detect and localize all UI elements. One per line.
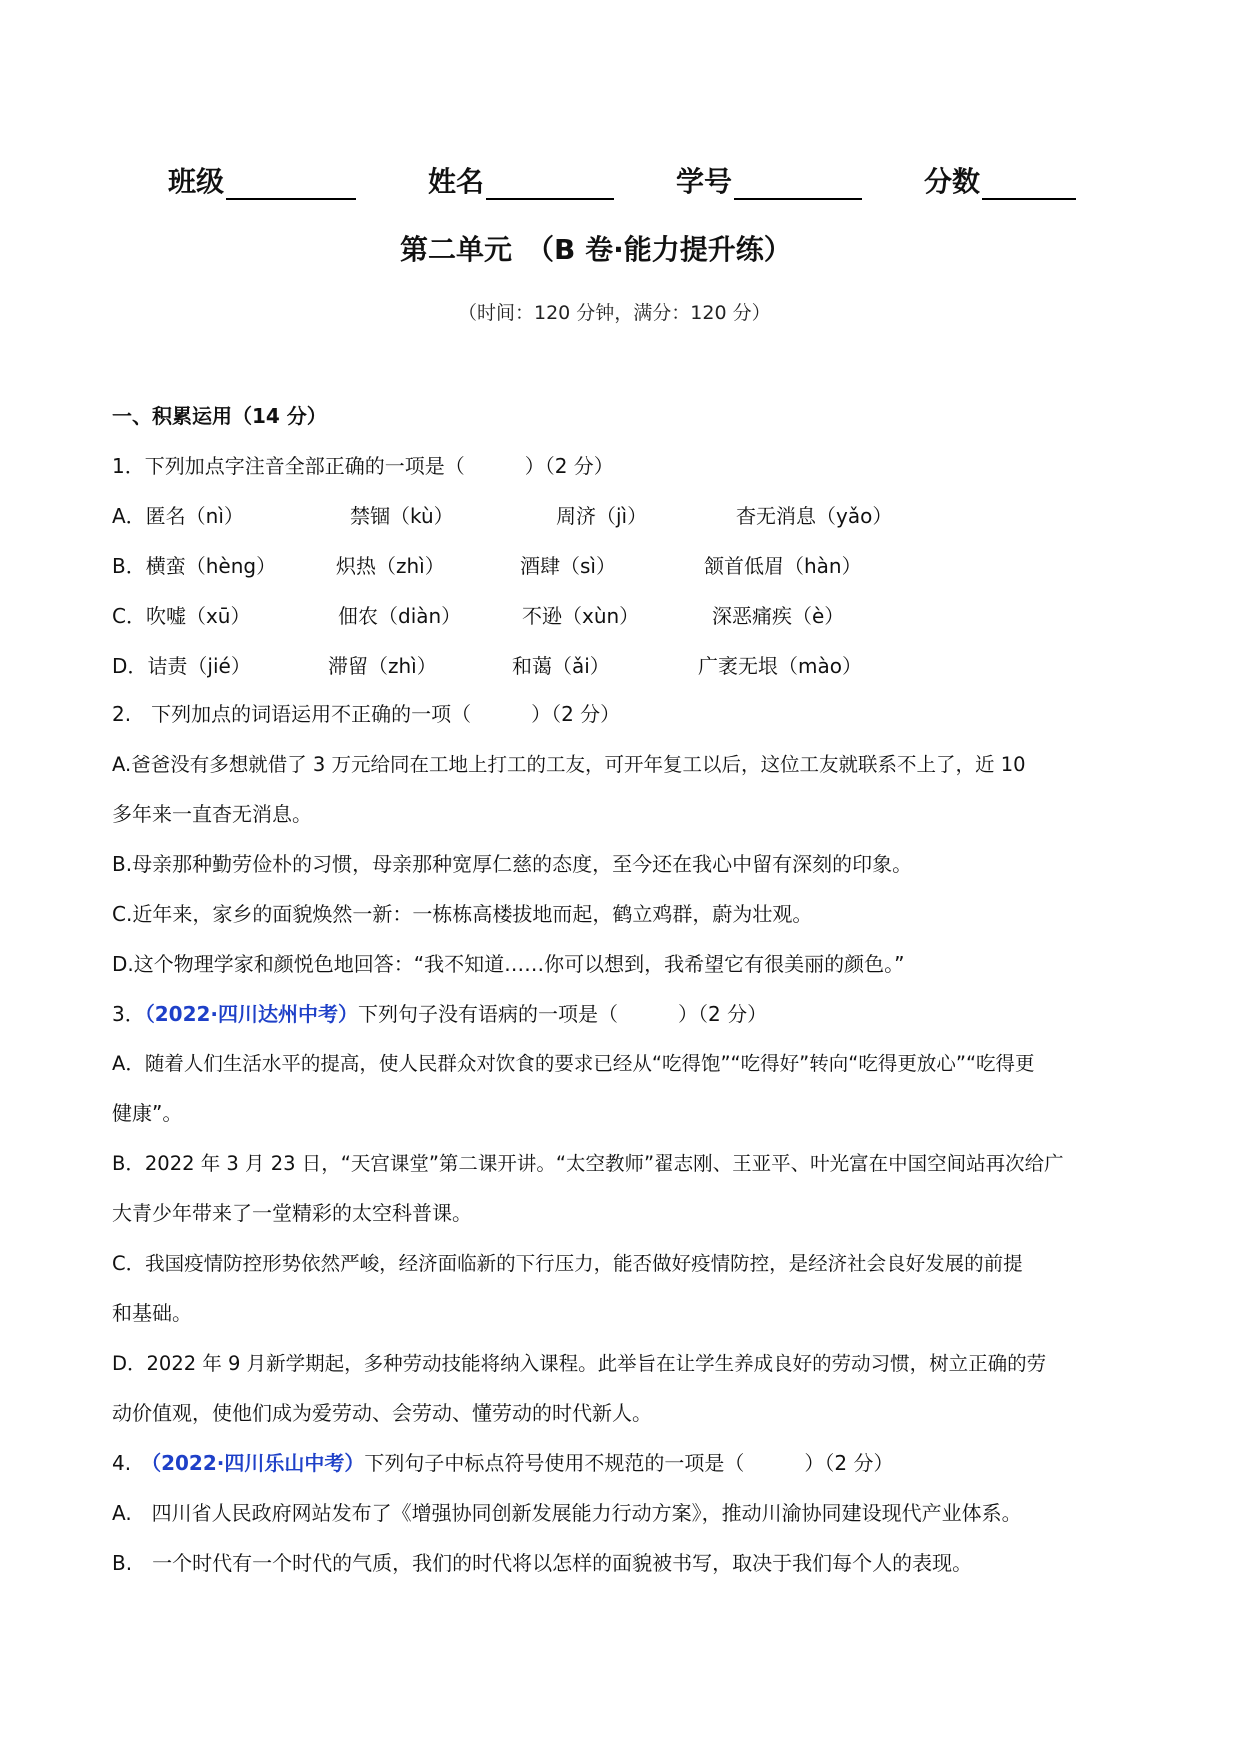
q1-option-a-2: 禁锢（kù） xyxy=(350,504,454,528)
class-field xyxy=(168,160,356,200)
q1-option-b-2: 炽热（zhì） xyxy=(336,554,445,578)
name-blank[interactable] xyxy=(486,170,614,200)
q1-option-a-3: 周济（jì） xyxy=(556,504,648,528)
name-label: 姓名 xyxy=(428,165,485,198)
score-label: 分数 xyxy=(924,165,981,198)
q1-option-a-4: 杳无消息（yǎo） xyxy=(736,504,893,528)
page-title: 第二单元 （B 卷·能力提升练） xyxy=(400,233,792,266)
q1-option-d-3: 和蔼（ǎi） xyxy=(512,654,610,678)
q3-number: 3． xyxy=(112,1002,145,1026)
q3-option-c-line1: C．我国疫情防控形势依然严峻，经济面临新的下行压力，能否做好疫情防控，是经济社会良好发展的前提 xyxy=(112,1252,1023,1275)
q1-option-d-1: D．诘责（jié） xyxy=(112,654,251,678)
q1-stem: 1．下列加点字注音全部正确的一项是（ ）（2 分） xyxy=(112,454,614,478)
q3-option-a-line1: A．随着人们生活水平的提高，使人民群众对饮食的要求已经从“吃得饱”“吃得好”转向“吃得更放心”“吃得更 xyxy=(112,1052,1035,1075)
q1-option-c-3: 不逊（xùn） xyxy=(522,604,640,628)
q3-option-c-line2: 和基础。 xyxy=(112,1301,192,1325)
student-number-label: 学号 xyxy=(676,165,733,198)
q3-option-d-line1: D．2022 年 9 月新学期起，多种劳动技能将纳入课程。此举旨在让学生养成良好的劳动习惯，树立正确的劳 xyxy=(112,1352,1047,1375)
q1-option-b-1: B．横蛮（hèng） xyxy=(112,554,277,578)
q2-option-b: B.母亲那种勤劳俭朴的习惯，母亲那种宽厚仁慈的态度，至今还在我心中留有深刻的印象。 xyxy=(112,852,913,876)
q3-source: （2022·四川达州中考） xyxy=(144,1002,358,1026)
q1-option-c-4: 深恶痛疾（è） xyxy=(712,604,845,628)
name-field xyxy=(428,160,614,200)
q4-option-a: A. 四川省人民政府网站发布了《增强协同创新发展能力行动方案》，推动川渝协同建设现代产业体系。 xyxy=(112,1501,1022,1525)
q2-option-d: D.这个物理学家和颜悦色地回答：“我不知道……你可以想到，我希望它有很美丽的颜色。” xyxy=(112,952,905,976)
class-blank[interactable] xyxy=(226,170,356,200)
score-field xyxy=(924,160,1076,200)
q3-option-b-line2: 大青少年带来了一堂精彩的太空科普课。 xyxy=(112,1201,472,1225)
q4-stem-line xyxy=(112,1449,893,1477)
q2-option-c: C.近年来，家乡的面貌焕然一新：一栋栋高楼拔地而起，鹤立鸡群，蔚为壮观。 xyxy=(112,902,813,926)
student-number-blank[interactable] xyxy=(734,170,862,200)
q3-option-b-line1: B．2022 年 3 月 23 日，“天宫课堂”第二课开讲。“太空教师”翟志刚、王亚平、叶光富在中国空间站再次给广 xyxy=(112,1152,1064,1175)
q2-option-a-line1: A.爸爸没有多想就借了 3 万元给同在工地上打工的工友，可开年复工以后，这位工友就联系不上了，近 10 xyxy=(112,753,1026,776)
q1-option-b-3: 酒肆（sì） xyxy=(520,554,616,578)
score-blank[interactable] xyxy=(982,170,1076,200)
q1-option-c-1: C．吹嘘（xū） xyxy=(112,604,251,628)
q4-source: （2022·四川乐山中考） xyxy=(151,1451,365,1475)
q2-stem: 2. 下列加点的词语运用不正确的一项（ ）（2 分） xyxy=(112,702,621,726)
q3-stem: 下列句子没有语病的一项是（ ）（2 分） xyxy=(358,1002,768,1026)
student-number-field xyxy=(676,160,862,200)
q4-stem: 下列句子中标点符号使用不规范的一项是（ ）（2 分） xyxy=(364,1451,894,1475)
section-heading: 一、积累运用（14 分） xyxy=(112,404,327,428)
q3-option-d-line2: 动价值观，使他们成为爱劳动、会劳动、懂劳动的时代新人。 xyxy=(112,1401,652,1425)
q4-option-b: B. 一个时代有一个时代的气质，我们的时代将以怎样的面貌被书写，取决于我们每个人的表现。 xyxy=(112,1551,973,1575)
q4-number: 4. xyxy=(112,1451,152,1475)
class-label: 班级 xyxy=(168,165,225,198)
q1-option-d-2: 滞留（zhì） xyxy=(328,654,437,678)
q3-option-a-line2: 健康”。 xyxy=(112,1101,183,1125)
q1-option-c-2: 佃农（diàn） xyxy=(338,604,462,628)
q3-stem-line xyxy=(112,1000,767,1028)
q2-option-a-line2: 多年来一直杳无消息。 xyxy=(112,802,312,826)
q1-option-d-4: 广袤无垠（mào） xyxy=(698,654,862,678)
q1-option-a-1: A．匿名（nì） xyxy=(112,504,244,528)
page-subtitle: （时间：120 分钟，满分：120 分） xyxy=(458,302,771,324)
q1-option-b-4: 颔首低眉（hàn） xyxy=(704,554,862,578)
